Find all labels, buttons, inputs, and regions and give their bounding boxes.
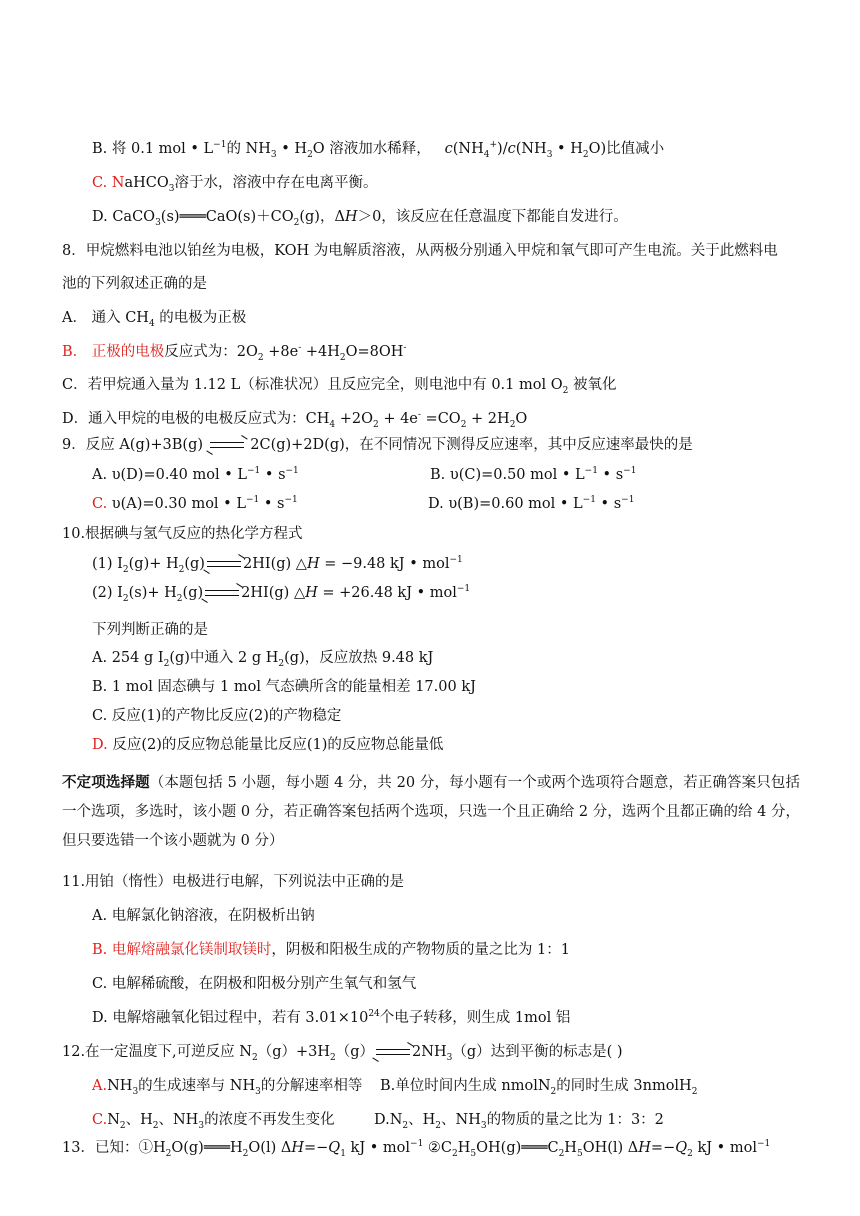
equilibrium-arrow-icon — [210, 439, 244, 451]
q13-stem: 13．已知：$①H_2O(g)═══H_2O(l)$ $\Delta H=-Q_1$ kJ • mol$^{-1}$ $②C_2H_5OH(g)═══C_2H_5OH(l)$ $\Delta H=-Q_2$ kJ • mol$^{-1}$ — [62, 1139, 771, 1159]
q8-option-d: D．通入甲烷的电极的电极反应式为：$CH_4 +2O_2 + 4e^- =CO_2 + 2H_2O$ — [62, 410, 528, 430]
q10-judge: 下列判断正确的是 — [92, 622, 208, 638]
q10-option-b: B. 1 mol 固态碘与 1 mol 气态碘所含的能量相差 17.00 kJ — [92, 679, 476, 695]
q10-stem: 10.根据碘与氢气反应的热化学方程式 — [62, 526, 303, 542]
q12-option-c: $C.N_2$、$H_2$、$NH_3$的浓度不再发生变化 — [92, 1112, 335, 1131]
q9-option-a: A. υ(D)=0.40 mol • $L^{-1}$ • $s^{-1}$ — [92, 466, 299, 483]
q8-option-a: A． 通入 $CH_4$ 的电极为正极 — [62, 310, 247, 329]
q12-stem: 12.在一定温度下,可逆反应 $N_2(g)+3H_2(g)$ $2NH_3(g)$达到平衡的标志是( ) — [62, 1044, 623, 1063]
q9-option-d: D. υ(B)=0.60 mol • $L^{-1}$ • $s^{-1}$ — [428, 495, 635, 512]
q11-option-c: C. 电解稀硫酸，在阴极和阳极分别产生氧气和氢气 — [92, 976, 417, 992]
q7-option-c: C. NaHCO$_3$溶于水，溶液中存在电离平衡。 — [92, 175, 378, 194]
q10-option-a: A. 254 g $I_2(g)$中通入 2 g $H_2(g)$，反应放热 9.48 kJ — [92, 650, 434, 669]
q7-option-b: B. 将 0.1 mol • $L^{-1}$的 $NH_3$ • $H_2O$ 溶液加水稀释， $c(NH_4^+)/c(NH_3$ • $H_2O$)比值减小 — [92, 140, 665, 160]
section-title: 不定项选择题 — [62, 774, 150, 791]
q8-option-b: B． 正极的电极反应式为：$2O_2 +8e^- +4H_2O=8OH^-$ — [62, 343, 407, 363]
q10-option-c: C. 反应(1)的产物比反应(2)的产物稳定 — [92, 708, 342, 724]
q8-option-c: C．若甲烷通入量为 1.12 L（标准状况）且反应完全，则电池中有 0.1 mol $O_2$ 被氧化 — [62, 377, 617, 396]
q8-stem-line1: 8．甲烷燃料电池以铂丝为电极，KOH 为电解质溶液，从两极分别通入甲烷和氧气即可产生电流。关于此燃料电 — [62, 243, 778, 259]
section-instructions: 不定项选择题（本题包括 5 小题，每小题 4 分，共 20 分，每小题有一个或两个选项符合题意，若正确答案只包括一个选项，多选时，该小题 0 分，若正确答案包括两个选项，只选一个且正确给 2 分，选两个且都正确的给 4 分，但只要选错一个该小题就为 0 分） — [62, 774, 800, 849]
q12-option-a: $A.NH_3$的生成速率与 $NH_3$的分解速率相等 — [92, 1078, 363, 1097]
equilibrium-arrow-icon — [376, 1046, 410, 1058]
q10-equation-2: (2) $I_2(s)+ H_2(g)$ 2HI(g) △H = +26.48 kJ • mol$^{-1}$ — [92, 584, 471, 604]
q10-equation-1: (1) $I_2(g)+ H_2(g)$ 2HI(g) △H = −9.48 kJ • mol$^{-1}$ — [92, 555, 463, 575]
q11-stem: 11.用铂（惰性）电极进行电解，下列说法中正确的是 — [62, 874, 405, 890]
q11-option-a: A. 电解氯化钠溶液，在阴极析出钠 — [92, 908, 315, 924]
q9-stem: 9．反应 A(g)+3B(g) 2C(g)+2D(g)，在不同情况下测得反应速率，其中反应速率最快的是 — [62, 437, 693, 453]
q12-option-b: B.单位时间内生成 nmolN$_2$的同时生成 3nmolH$_2$ — [380, 1078, 698, 1097]
q10-option-d: D. 反应(2)的反应物总能量比反应(1)的反应物总能量低 — [92, 737, 444, 753]
q12-option-d: $D.N_2$、$H_2$、$NH_3$的物质的量之比为 1：3：2 — [374, 1112, 664, 1131]
equilibrium-arrow-icon — [205, 587, 239, 599]
equilibrium-arrow-icon — [207, 558, 241, 570]
q9-option-c: C. υ(A)=0.30 mol • $L^{-1}$ • $s^{-1}$ — [92, 495, 298, 512]
q11-option-d: D. 电解熔融氧化铝过程中，若有 $3.01\times 10^{24}$个电子转移，则生成 1mol 铝 — [92, 1009, 571, 1026]
q7-option-d: D. $CaCO_3(s)═══CaO(s)+CO_2(g)$，ΔH＞0，该反应在任意温度下都能自发进行。 — [92, 209, 628, 228]
q8-stem-line2: 池的下列叙述正确的是 — [62, 276, 207, 292]
q11-option-b: B. 电解熔融氯化镁制取镁时，阴极和阳极生成的产物物质的量之比为 1：1 — [92, 942, 570, 958]
q9-option-b: B. υ(C)=0.50 mol • $L^{-1}$ • $s^{-1}$ — [430, 466, 637, 483]
